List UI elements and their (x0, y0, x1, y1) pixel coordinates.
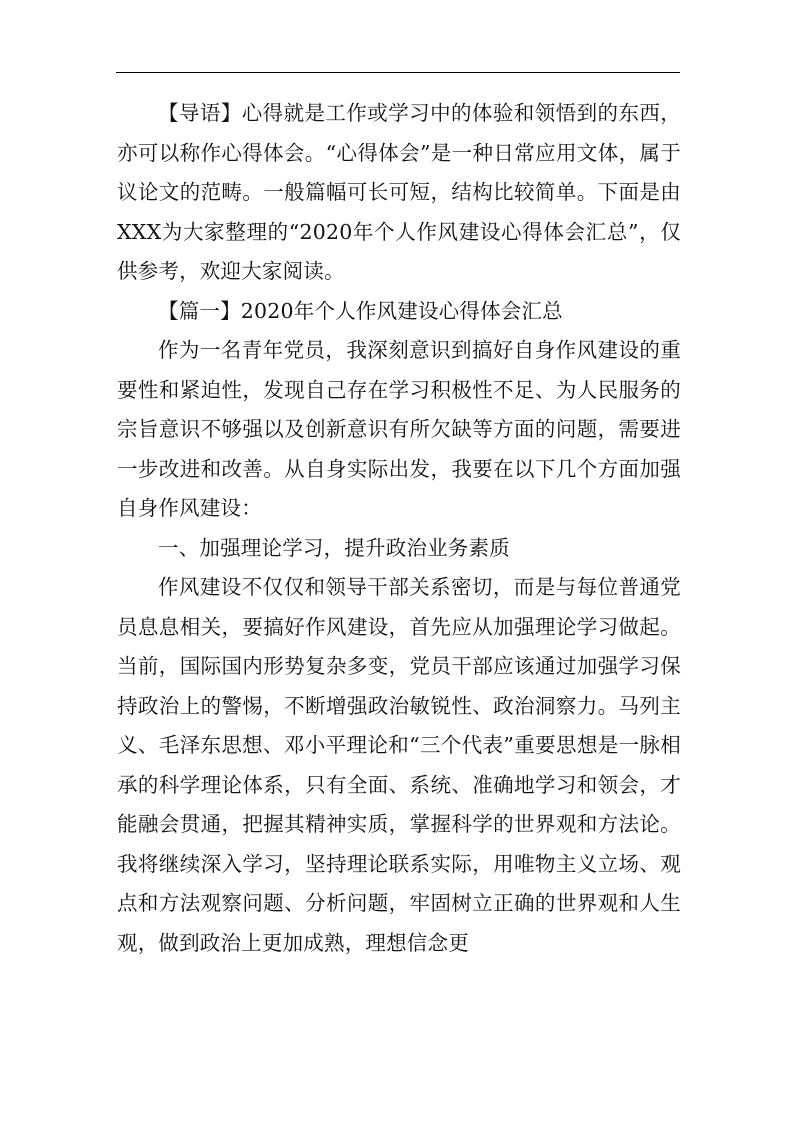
section-title: 【篇一】2020年个人作风建设心得体会汇总 (158, 298, 563, 323)
document-body (117, 94, 681, 963)
body-paragraph-2: 作风建设不仅仅和领导干部关系密切，而是与每位普通党员息息相关，要搞好作风建设，首先应从加强理论学习做起。当前，国际国内形势复杂多变，党员干部应该通过加强学习保持政治上的警惕，不断增强政治敏锐性、政治洞察力。马列主义、毛泽东思想、邓小平理论和“三个代表”重要思想是一脉相承的科学理论体系，只有全面、系统、准确地学习和领会，才能融会贯通，把握其精神实质，掌握科学的世界观和方法论。我将继续深入学习，坚持理论联系实际，用唯物主义立场、观点和方法观察问题、分析问题，牢固树立正确的世界观和人生观，做到政治上更加成熟，理想信念更 (117, 575, 681, 955)
body-paragraph-1: 作为一名青年党员，我深刻意识到搞好自身作风建设的重要性和紧迫性，发现自己存在学习积极性不足、为人民服务的宗旨意识不够强以及创新意识有所欠缺等方面的问题，需要进一步改进和改善。从自身实际出发，我要在以下几个方面加强自身作风建设： (117, 338, 681, 520)
section-heading-1: 一、加强理论学习，提升政治业务素质 (158, 535, 510, 560)
intro-paragraph: 【导语】心得就是工作或学习中的体验和领悟到的东西，亦可以称作心得体会。“心得体会”是一种日常应用文体，属于议论文的范畴。一般篇幅可长可短，结构比较简单。下面是由XXX为大家整理的“2020年个人作风建设心得体会汇总”，仅供参考，欢迎大家阅读。 (117, 101, 681, 283)
header-rule (116, 72, 680, 73)
